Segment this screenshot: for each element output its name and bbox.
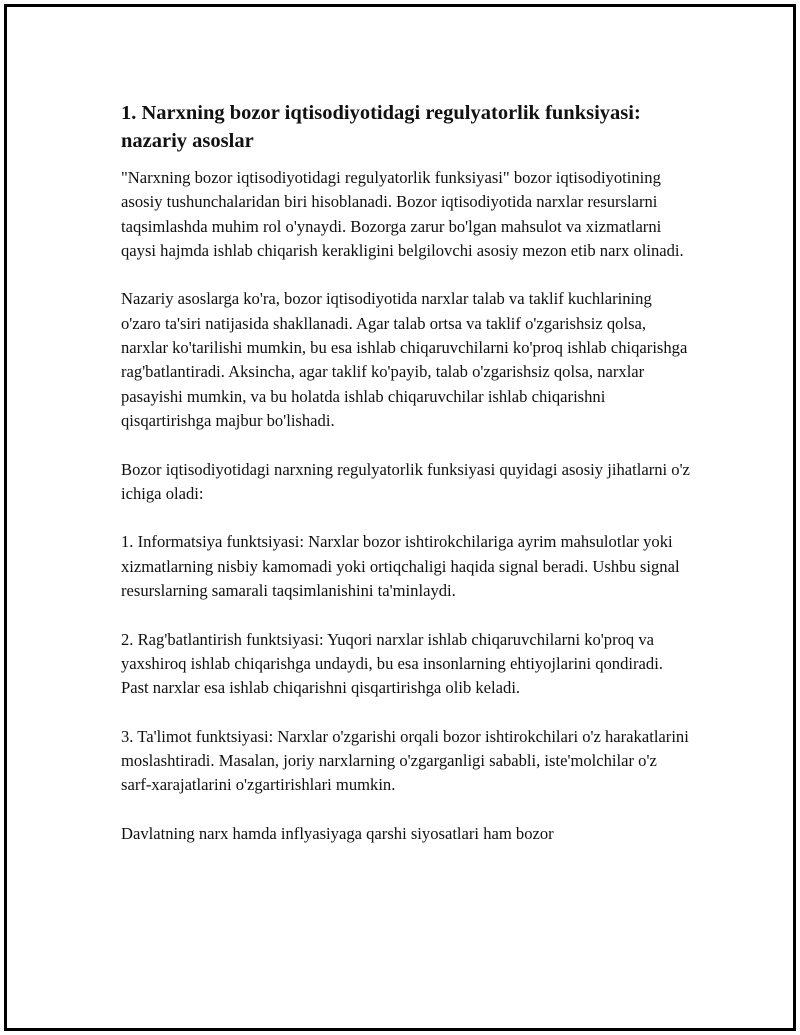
list-item-information: 1. Informatsiya funktsiyasi: Narxlar bozor ishtirokchilariga ayrim mahsulotlar yoki xizmatlarning nisbiy kamomadi yoki ortiqchaligi haqida signal beradi. Ushbu signal resurslarning samarali taqsimlanishini ta'minlaydi. [121, 532, 680, 601]
paragraph-intro: "Narxning bozor iqtisodiyotidagi regulyatorlik funksiyasi" bozor iqtisodiyotining asosiy tushunchalaridan biri hisoblanadi. Bozor iqtisodiyotida narxlar resurslarni taqsimlashda muhim rol o'ynaydi. Bozorga zarur bo'lgan mahsulot va xizmatlarni qaysi hajmda ishlab chiqarish kerakligini belgilovchi asosiy mezon etib narx olinadi. [121, 168, 684, 260]
section-heading: 1. Narxning bozor iqtisodiyotidagi regulyatorlik funksiyasi: nazariy asoslar [121, 102, 641, 152]
page-frame [4, 4, 796, 1031]
paragraph-aspects-intro: Bozor iqtisodiyotidagi narxning regulyatorlik funksiyasi quyidagi asosiy jihatlarni o'z ichiga oladi: [121, 459, 690, 503]
paragraph-theory: Nazariy asoslarga ko'ra, bozor iqtisodiyotida narxlar talab va taklif kuchlarining o'zaro ta'siri natijasida shakllanadi. Agar talab ortsa va taklif o'zgarishsiz qolsa, narxlar ko'tarilishi mumkin, bu esa ishlab chiqaruvchilarni ko'proq ishlab chiqarishga rag'batlantiradi. Aksincha, agar taklif ko'payib, talab o'zgarishsiz qolsa, narxlar pasayishi mumkin, va bu holatda ishlab chiqaruvchilar ishlab chiqarishni qisqartirishga majbur bo'lishadi. [121, 289, 688, 430]
document-body [121, 99, 691, 871]
paragraph-state-policy: Davlatning narx hamda inflyasiyaga qarshi siyosatlari ham bozor [121, 824, 554, 844]
list-item-teaching: 3. Ta'limot funktsiyasi: Narxlar o'zgarishi orqali bozor ishtirokchilari o'z harakatlarini moslashtiradi. Masalan, joriy narxlarning o'zgarganligi sababli, iste'molchilar o'z sarf-xarajatlarini o'zgartirishlari mumkin. [121, 726, 689, 795]
list-item-incentive: 2. Rag'batlantirish funktsiyasi: Yuqori narxlar ishlab chiqaruvchilarni ko'proq va yaxshiroq ishlab chiqarishga undaydi, bu esa insonlarning ehtiyojlarini qondiradi. Past narxlar esa ishlab chiqarishni qisqartirishga olib keladi. [121, 629, 663, 698]
